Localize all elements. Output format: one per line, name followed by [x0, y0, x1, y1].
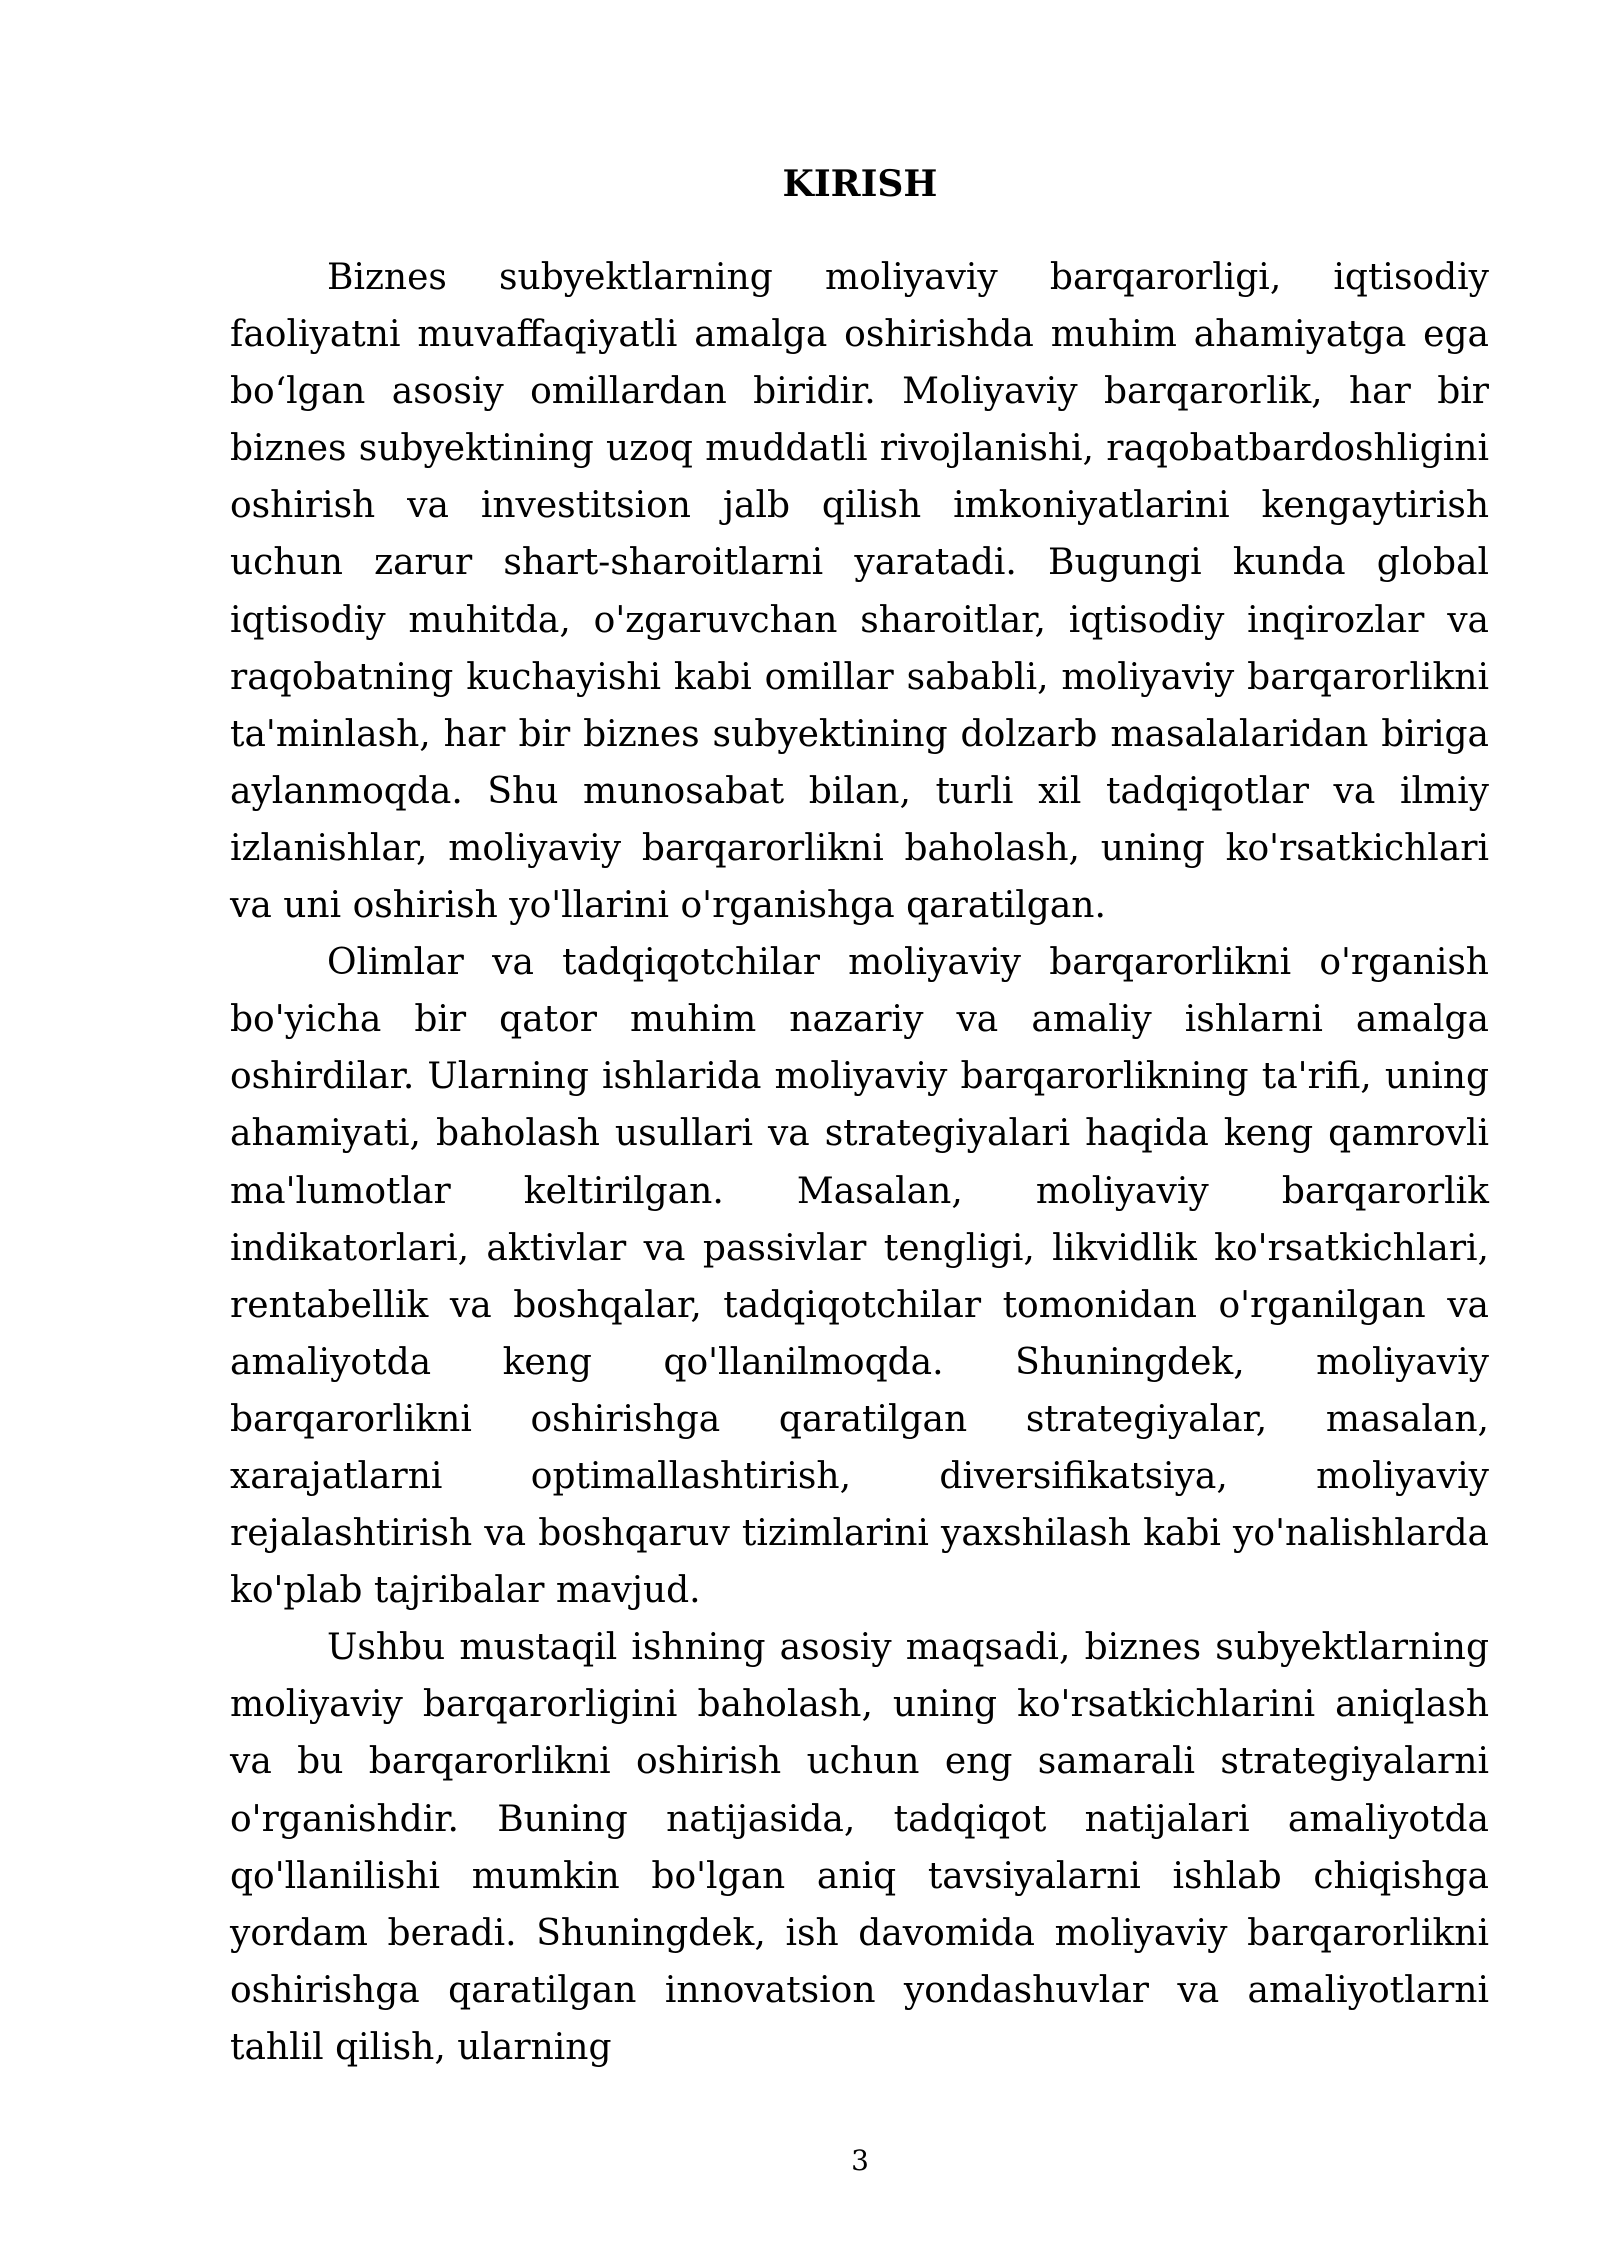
body-text	[230, 249, 1489, 2076]
paragraph-1: Biznes subyektlarning moliyaviy barqarorligi, iqtisodiy faoliyatni muvaffaqiyatli amalga oshirishda muhim ahamiyatga ega bo‘lgan asosiy omillardan biridir. Moliyaviy barqarorlik, har bir biznes subyektining uzoq muddatli rivojlanishi, raqobatbardoshligini oshirish va investitsion jalb qilish imkoniyatlarini kengaytirish uchun zarur shart-sharoitlarni yaratadi. Bugungi kunda global iqtisodiy muhitda, o'zgaruvchan sharoitlar, iqtisodiy inqirozlar va raqobatning kuchayishi kabi omillar sababli, moliyaviy barqarorlikni ta'minlash, har bir biznes subyektining dolzarb masalalaridan biriga aylanmoqda. Shu munosabat bilan, turli xil tadqiqotlar va ilmiy izlanishlar, moliyaviy barqarorlikni baholash, uning ko'rsatkichlari va uni oshirish yo'llarini o'rganishga qaratilgan.	[230, 257, 1489, 927]
paragraph-3: Ushbu mustaqil ishning asosiy maqsadi, biznes subyektlarning moliyaviy barqarorligini baholash, uning ko'rsatkichlarini aniqlash va bu barqarorlikni oshirish uchun eng samarali strategiyalarni o'rganishdir. Buning natijasida, tadqiqot natijalari amaliyotda qo'llanilishi mumkin bo'lgan aniq tavsiyalarni ishlab chiqishga yordam beradi. Shuningdek, ish davomida moliyaviy barqarorlikni oshirishga qaratilgan innovatsion yondashuvlar va amaliyotlarni tahlil qilish, ularning	[230, 1627, 1489, 2068]
page-number: 3	[851, 2144, 869, 2177]
paragraph-2: Olimlar va tadqiqotchilar moliyaviy barqarorlikni o'rganish bo'yicha bir qator muhim nazariy va amaliy ishlarni amalga oshirdilar. Ularning ishlarida moliyaviy barqarorlikning ta'rifi, uning ahamiyati, baholash usullari va strategiyalari haqida keng qamrovli ma'lumotlar keltirilgan. Masalan, moliyaviy barqarorlik indikatorlari, aktivlar va passivlar tengligi, likvidlik ko'rsatkichlari, rentabellik va boshqalar, tadqiqotchilar tomonidan o'rganilgan va amaliyotda keng qo'llanilmoqda. Shuningdek, moliyaviy barqarorlikni oshirishga qaratilgan strategiyalar, masalan, xarajatlarni optimallashtirish, diversifikatsiya, moliyaviy rejalashtirish va boshqaruv tizimlarini yaxshilash kabi yo'nalishlarda ko'plab tajribalar mavjud.	[230, 942, 1489, 1612]
page-title: KIRISH	[782, 163, 938, 205]
